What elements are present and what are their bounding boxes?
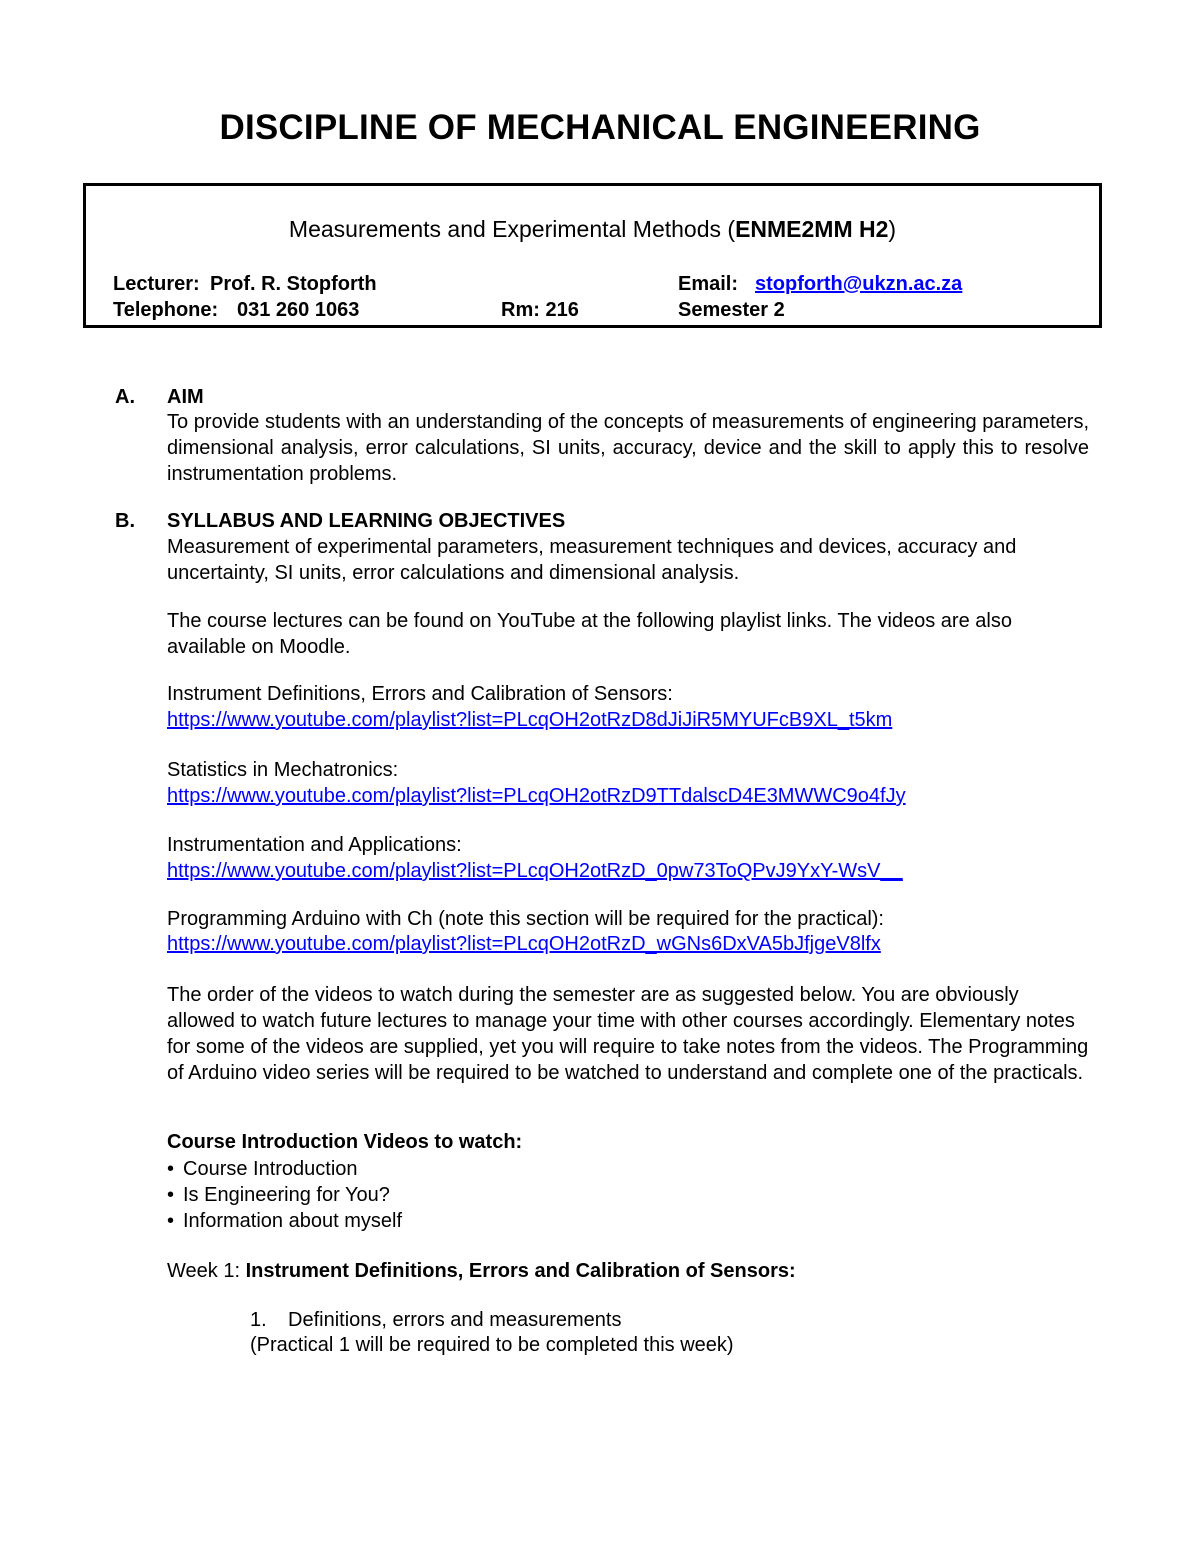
youtube-note: The course lectures can be found on YouTube at the following playlist links. The videos are also available on Moodle. — [167, 610, 1012, 658]
week-1-item-number: 1. — [250, 1309, 267, 1331]
telephone-number: 031 260 1063 — [237, 299, 360, 321]
playlist-link[interactable]: https://www.youtube.com/playlist?list=PLcqOH2otRzD9TTdalscD4E3MWWC9o4fJy — [167, 785, 906, 807]
list-item-label: Course Introduction — [183, 1158, 358, 1180]
section-a-title: AIM — [167, 386, 204, 408]
page-title: DISCIPLINE OF MECHANICAL ENGINEERING — [219, 108, 981, 147]
week-1-title: Instrument Definitions, Errors and Calibration of Sensors: — [245, 1260, 796, 1282]
week-1-heading — [167, 1260, 796, 1283]
week-1-note: (Practical 1 will be required to be completed this week) — [250, 1334, 734, 1356]
email-label: Email: — [678, 273, 739, 295]
week-1-item: Definitions, errors and measurements — [288, 1309, 622, 1331]
list-item — [167, 1156, 402, 1182]
course-title — [86, 216, 1099, 243]
semester: Semester 2 — [678, 299, 785, 321]
section-b-title: SYLLABUS AND LEARNING OBJECTIVES — [167, 510, 566, 532]
course-name: Measurements and Experimental Methods ( — [288, 216, 736, 242]
playlist-link[interactable]: https://www.youtube.com/playlist?list=PLcqOH2otRzD_wGNs6DxVA5bJfjgeV8lfx — [167, 933, 881, 955]
list-item — [167, 1208, 402, 1234]
playlist-label: Instrumentation and Applications: — [167, 834, 462, 856]
playlist-label: Instrument Definitions, Errors and Calibration of Sensors: — [167, 683, 673, 705]
email-link[interactable]: stopforth@ukzn.ac.za — [755, 273, 963, 295]
section-a-letter: A. — [115, 386, 135, 408]
course-title-close: ) — [888, 216, 897, 242]
section-b-letter: B. — [115, 510, 135, 532]
playlist-link[interactable]: https://www.youtube.com/playlist?list=PLcqOH2otRzD_0pw73ToQPvJ9YxY-WsV__ — [167, 860, 903, 882]
telephone-label: Telephone: — [113, 299, 219, 321]
section-a-text: To provide students with an understanding of the concepts of measurements of engineering parameters, dimensional analysis, error calculations, SI units, accuracy, device and the skill to apply this to resolve instrumentation problems. — [167, 411, 1089, 485]
lecturer-label: Lecturer: — [113, 273, 200, 295]
course-code: ENME2MM H2 — [735, 216, 889, 242]
room-number: Rm: 216 — [501, 299, 579, 321]
section-b-intro: Measurement of experimental parameters, measurement techniques and devices, accuracy and uncertainty, SI units, error calculations and dimensional analysis. — [167, 536, 1017, 584]
list-item-label: Information about myself — [183, 1210, 402, 1232]
week-1-label: Week 1: — [167, 1260, 240, 1282]
intro-videos-list — [167, 1156, 402, 1234]
lecturer-name: Prof. R. Stopforth — [210, 273, 377, 295]
video-order-note: The order of the videos to watch during the semester are as suggested below. You are obviously allowed to watch future lectures to manage your time with other courses accordingly. Elementary notes for some of the videos are supplied, yet you will require to take notes from the videos. The Programming of Arduino video series will be required to be watched to understand and complete one of the practicals. — [167, 984, 1089, 1084]
list-item — [167, 1182, 402, 1208]
course-header-box — [83, 183, 1102, 328]
intro-videos-heading: Course Introduction Videos to watch: — [167, 1131, 523, 1153]
list-item-label: Is Engineering for You? — [183, 1184, 390, 1206]
playlist-link[interactable]: https://www.youtube.com/playlist?list=PLcqOH2otRzD8dJiJiR5MYUFcB9XL_t5km — [167, 709, 893, 731]
playlist-label: Programming Arduino with Ch (note this section will be required for the practical): — [167, 908, 884, 930]
playlist-label: Statistics in Mechatronics: — [167, 759, 399, 781]
